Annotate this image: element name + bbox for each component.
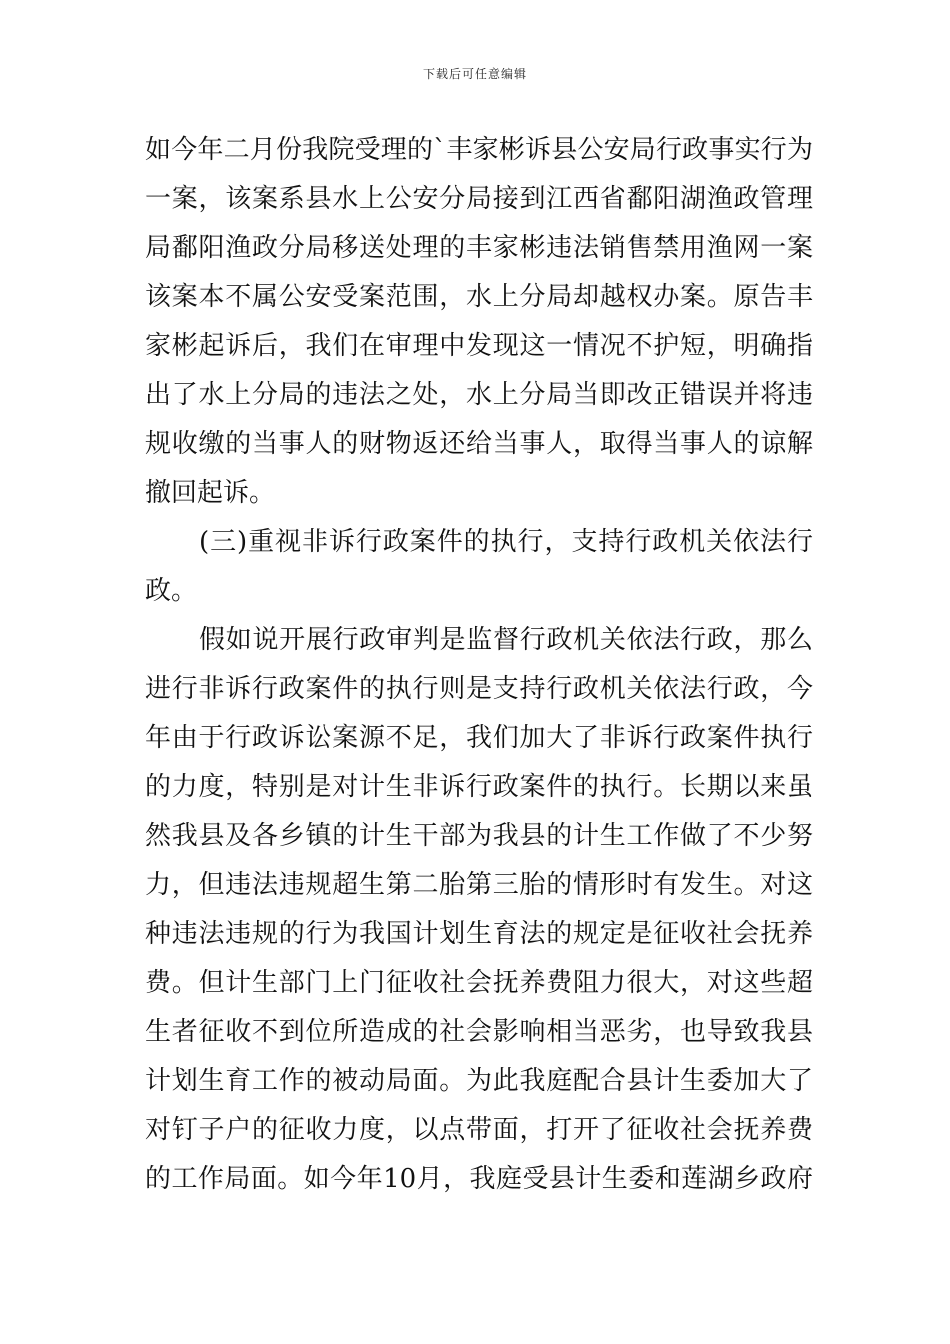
text-line: 规收缴的当事人的财物返还给当事人，取得当事人的谅解 [145, 429, 813, 459]
text-line: 家彬起诉后，我们在审理中发现这一情况不护短，明确指 [145, 331, 813, 361]
text-line: 种违法违规的行为我国计划生育法的规定是征收社会抚养 [145, 919, 813, 949]
text-line: 撤回起诉。 [145, 478, 276, 508]
text-line: 局鄱阳渔政分局移送处理的丰家彬违法销售禁用渔网一案 [145, 233, 813, 263]
text-line: 假如说开展行政审判是监督行政机关依法行政，那么 [199, 625, 813, 655]
document-body [145, 126, 813, 1204]
text-line: 年由于行政诉讼案源不足，我们加大了非诉行政案件执行 [145, 723, 813, 753]
text-line: 对钉子户的征收力度，以点带面，打开了征收社会抚养费 [145, 1115, 813, 1145]
text-line: 然我县及各乡镇的计生干部为我县的计生工作做了不少努 [145, 821, 813, 851]
text-line: 的力度，特别是对计生非诉行政案件的执行。长期以来虽 [145, 772, 813, 802]
text-line: 费。但计生部门上门征收社会抚养费阻力很大，对这些超 [145, 968, 813, 998]
text-line: 政。 [145, 576, 198, 606]
text-line: (三)重视非诉行政案件的执行，支持行政机关依法行 [199, 527, 813, 557]
text-line: 如今年二月份我院受理的`丰家彬诉县公安局行政事实行为 [145, 135, 813, 165]
text-line: 的工作局面。如今年10月，我庭受县计生委和莲湖乡政府 [145, 1164, 813, 1194]
text-line: 该案本不属公安受案范围，水上分局却越权办案。原告丰 [145, 282, 813, 312]
text-line: 进行非诉行政案件的执行则是支持行政机关依法行政，今 [145, 674, 813, 704]
header-note: 下载后可任意编辑 [422, 67, 527, 81]
text-line: 一案，该案系县水上公安分局接到江西省鄱阳湖渔政管理 [145, 184, 813, 214]
text-line: 出了水上分局的违法之处，水上分局当即改正错误并将违 [145, 380, 813, 410]
text-line: 生者征收不到位所造成的社会影响相当恶劣，也导致我县 [145, 1017, 813, 1047]
text-line: 计划生育工作的被动局面。为此我庭配合县计生委加大了 [145, 1066, 813, 1096]
text-line: 力，但违法违规超生第二胎第三胎的情形时有发生。对这 [145, 870, 813, 900]
